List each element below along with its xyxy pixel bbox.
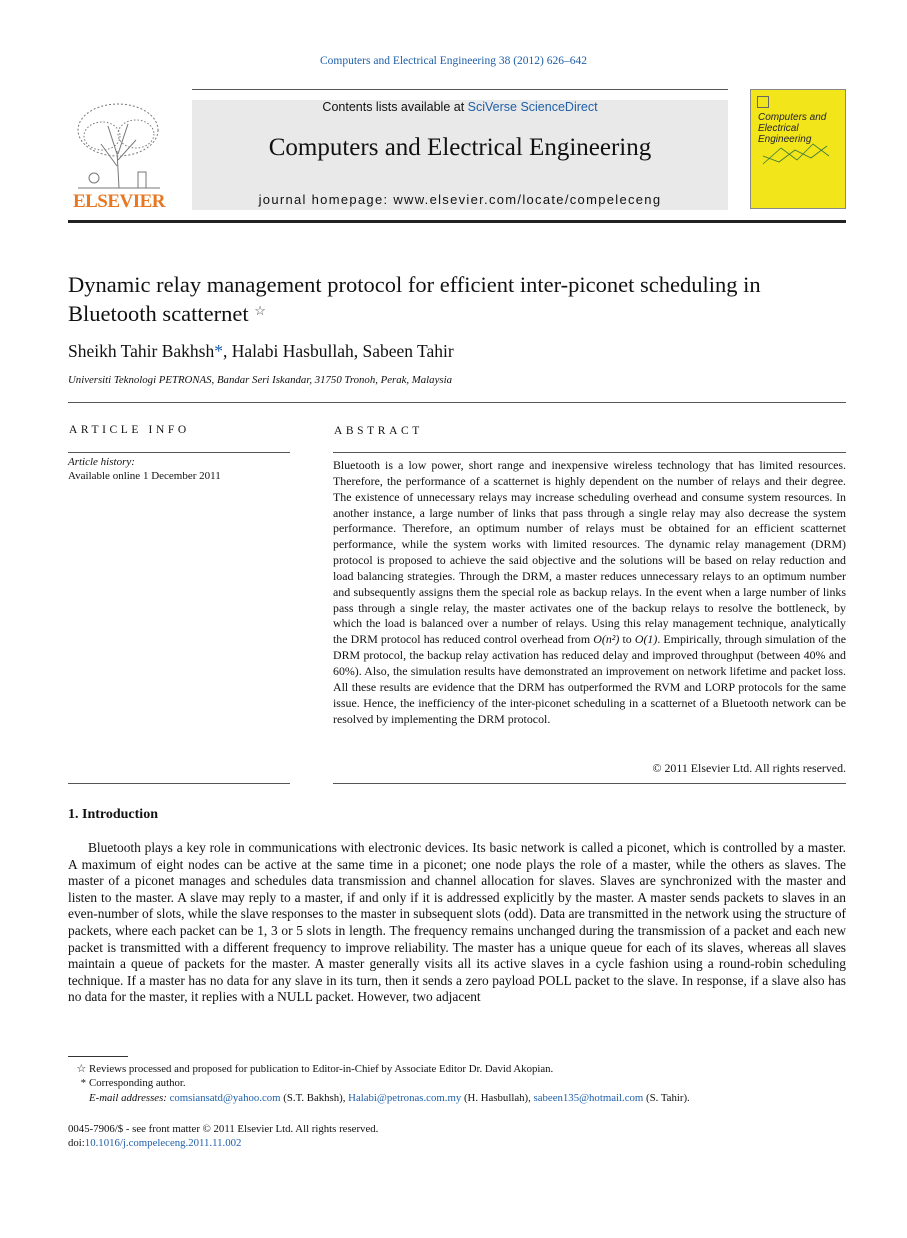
footnote-mark: * <box>80 1077 86 1089</box>
email-owner: (S.T. Bakhsh), <box>280 1092 349 1104</box>
doi-link[interactable]: 10.1016/j.compeleceng.2011.11.002 <box>84 1137 242 1149</box>
abstract-heading: ABSTRACT <box>334 425 423 437</box>
title-footnote-mark[interactable]: ☆ <box>254 303 266 318</box>
author-list <box>68 341 454 362</box>
article-title-text: Dynamic relay management protocol for efficient inter-piconet scheduling in Bluetooth scatternet <box>68 272 761 326</box>
email-link[interactable]: comsiansatd@yahoo.com <box>169 1092 281 1104</box>
author-affiliation: Universiti Teknologi PETRONAS, Bandar Seri Iskandar, 31750 Tronoh, Perak, Malaysia <box>68 374 452 386</box>
article-info-heading: ARTICLE INFO <box>69 424 190 436</box>
article-history-value: Available online 1 December 2011 <box>68 470 221 482</box>
email-link[interactable]: Halabi@petronas.com.my <box>348 1092 462 1104</box>
footnote-text: Reviews processed and proposed for publication to Editor-in-Chief by Associate Editor Dr. David Akopian. <box>89 1063 554 1075</box>
footnote-review <box>68 1062 553 1075</box>
section-divider <box>68 402 846 403</box>
abstract-rule <box>333 452 846 453</box>
coauthor-names: , Halabi Hasbullah, Sabeen Tahir <box>222 341 454 361</box>
intro-heading: 1. Introduction <box>68 807 158 822</box>
journal-homepage <box>192 192 728 207</box>
homepage-url[interactable]: www.elsevier.com/locate/compeleceng <box>393 192 662 207</box>
article-info-rule <box>68 452 290 453</box>
article-history-label: Article history: <box>68 456 135 468</box>
complexity-from: O(n²) <box>593 632 620 647</box>
corresponding-author-mark[interactable]: * <box>214 341 223 361</box>
article-info-bottom-rule <box>68 783 290 784</box>
contents-prefix: Contents lists available at <box>322 100 468 114</box>
abstract-part-1: Bluetooth is a low power, short range and inexpensive wireless technology that has limited resources. Therefore, the performance of a scatternet is highly dependent on the number of relays and their degree. The existence of unnecessary relays may increase scheduling overhead and consume system resources. In another instance, a large number of links that pass through a single relay may also decrease the system performance. Therefore, an optimum number of relays must be obtained for an efficient scatternet performance, while the system works with limited resources. The dynamic relay management (DRM) protocol is proposed to achieve the said objective and the solutions will be based on relay reduction and load balancing strategies. Through the DRM, a master reduces unnecessary relays to an optimum number and subsequently assigns them the special role as backup relays. In the event when a large number of links pass through a single relay, the master activates one of the backup relays to resolve the bottleneck, by which the load is balanced over a number of relays. Using this relay management technique, analytically the DRM protocol has reduced control overhead from <box>333 458 846 647</box>
publisher-name: ELSEVIER <box>72 191 166 212</box>
cover-title: Computers and Electrical Engineering <box>758 112 827 145</box>
issn-line: 0045-7906/$ - see front matter © 2011 Elsevier Ltd. All rights reserved. <box>68 1123 379 1135</box>
intro-paragraph: Bluetooth plays a key role in communications with electronic devices. Its basic network is called a piconet, which is controlled by a master. A maximum of eight nodes can be active at the same time in a piconet; one node plays the role of a master, while the others as slaves. The master of a piconet manages and schedules data transmission and channel allocation for slaves. Slaves are synchronized with the master and listen to the master. A slave may reply to a master, if and only if it is addressed explicitly by the master. A master sends packets to slaves in an even-number of slots, while the slave responses to the master in subsequent slots (odd). Data are transmitted in the network using the structure of packets, where each packet can be 1, 3 or 5 slots in length. The frequency remains unchanged during the transmission of a packet and each new packet is transmitted with a different frequency to improve reliability. The master has a unique queue for each of its slaves, whereas all slaves maintain a queue of packets for the master. A master generally visits all its active slaves in a cycle fashion using a round-robin scheduling technique. If a master has no data for any slave in its turn, then it sends a zero payload POLL packet to the slave. In response, if a slave also has no data for the master, it replies with a NULL packet. However, two adjacent <box>68 840 846 1005</box>
email-label: E-mail addresses: <box>89 1092 170 1104</box>
email-owner: (H. Hasbullah), <box>461 1092 534 1104</box>
author-name: Sheikh Tahir Bakhsh <box>68 341 215 361</box>
abstract-part-2: . Empirically, through simulation of the DRM protocol, the backup relay activation has reduced delay and improved throughput (between 40% and 60%). Also, the simulation results have demonstrated an improvement on network lifetime and packet loss. All these results are evidence that the DRM has outperformed the RVM and LORP protocols for the same issue. Hence, the inefficiency of the inter-piconet scheduling in a scatternet of a Bluetooth network can be resolved by implementing the DRM protocol. <box>333 632 846 726</box>
contents-line <box>192 100 728 114</box>
footnote-emails <box>68 1092 690 1104</box>
header-top-rule <box>192 89 728 90</box>
journal-name: Computers and Electrical Engineering <box>268 134 652 161</box>
email-link[interactable]: sabeen135@hotmail.com <box>533 1092 644 1104</box>
abstract-text <box>333 458 846 727</box>
sciencedirect-link[interactable]: SciVerse ScienceDirect <box>467 100 598 114</box>
abstract-to: to <box>619 632 635 647</box>
footnote-rule <box>68 1056 128 1057</box>
journal-cover[interactable] <box>750 89 846 209</box>
doi-label: doi: <box>68 1137 85 1149</box>
cover-logo-icon <box>757 96 769 108</box>
journal-citation[interactable]: Computers and Electrical Engineering 38 (2012) 626–642 <box>320 55 587 67</box>
email-owner: (S. Tahir). <box>643 1092 690 1104</box>
cover-graphic-icon <box>761 138 831 168</box>
complexity-to: O(1) <box>634 632 658 647</box>
abstract-bottom-rule <box>333 783 846 784</box>
abstract-copyright: © 2011 Elsevier Ltd. All rights reserved. <box>652 761 846 775</box>
footnote-text: Corresponding author. <box>89 1077 186 1089</box>
doi-line <box>68 1137 241 1149</box>
footnote-corresponding <box>68 1077 186 1089</box>
article-title <box>68 270 846 328</box>
footnote-mark: ☆ <box>76 1063 86 1075</box>
homepage-prefix: journal homepage: <box>258 192 394 207</box>
header-bottom-rule <box>68 220 846 223</box>
